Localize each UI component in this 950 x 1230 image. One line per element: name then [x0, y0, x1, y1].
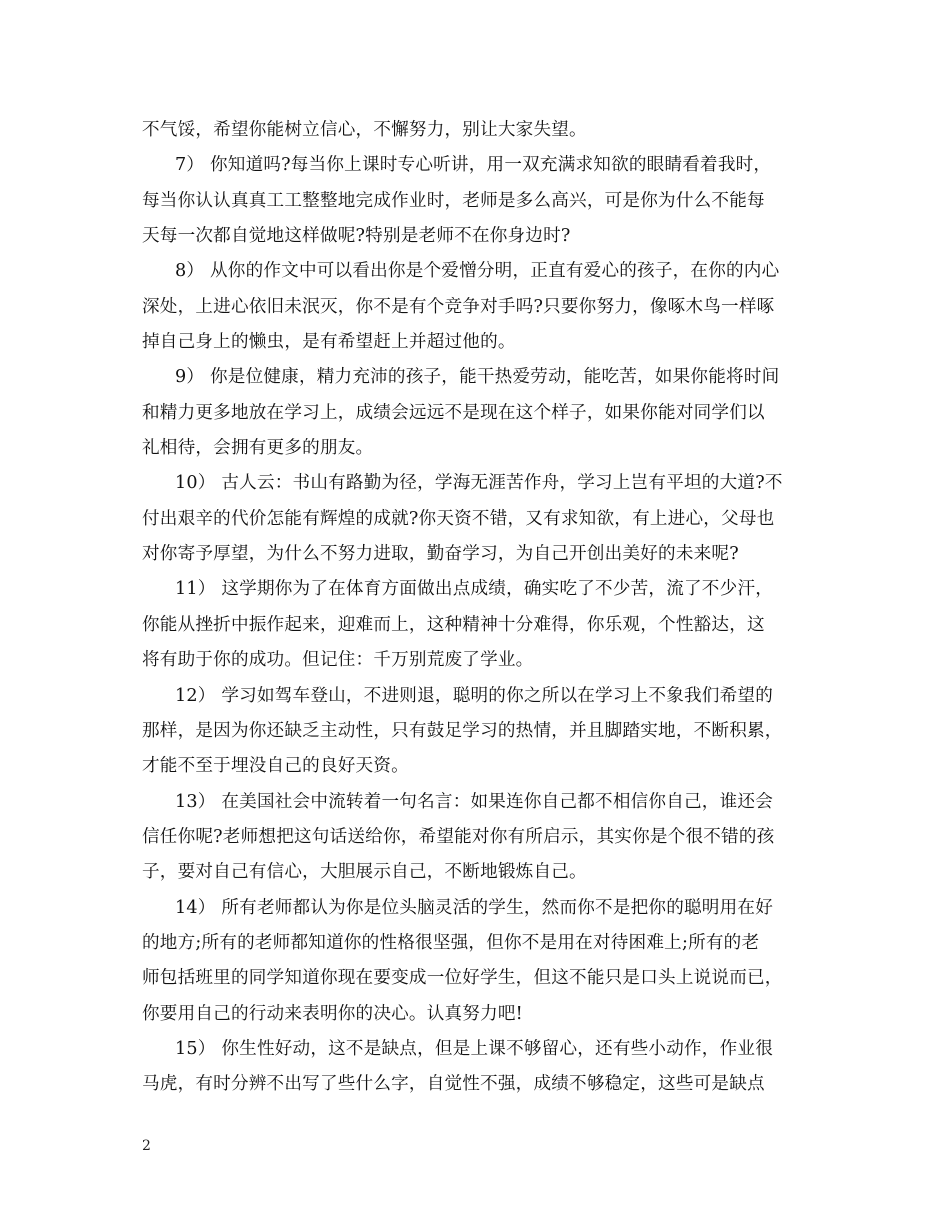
text-line: 子，要对自己有信心，大胆展示自己，不断地锻炼自己。 [142, 862, 587, 883]
text-line: 深处，上进心依旧未泯灭，你不是有个竞争对手吗?只要你努力，像啄木鸟一样啄 [142, 296, 775, 317]
text-line: 你能从挫折中振作起来，迎难而上，这种精神十分难得，你乐观，个性豁达，这 [142, 614, 765, 635]
page-number: 2 [142, 1138, 151, 1154]
text-line: 对你寄予厚望，为什么不努力进取，勤奋学习，为自己开创出美好的未来呢? [142, 544, 739, 565]
text-line: 那样，是因为你还缺乏主动性，只有鼓足学习的热情，并且脚踏实地，不断积累， [142, 720, 783, 741]
text-line: 和精力更多地放在学习上，成绩会远远不是现在这个样子，如果你能对同学们以 [142, 402, 765, 423]
text-line: 掉自己身上的懒虫，是有希望赶上并超过他的。 [142, 332, 516, 353]
text-line: 付出艰辛的代价怎能有辉煌的成就?你天资不错，又有求知欲，有上进心，父母也 [142, 508, 775, 529]
text-line: 你要用自己的行动来表明你的决心。认真努力吧! [142, 1003, 523, 1024]
text-line: 8） 从你的作文中可以看出你是个爱憎分明，正直有爱心的孩子，在你的内心 [175, 261, 780, 282]
text-line: 的地方;所有的老师都知道你的性格很坚强，但你不是用在对待困难上;所有的老 [142, 932, 760, 953]
text-line: 礼相待，会拥有更多的朋友。 [142, 438, 374, 459]
text-line: 9） 你是位健康，精力充沛的孩子，能干热爱劳动，能吃苦，如果你能将时间 [175, 367, 780, 388]
text-line: 7） 你知道吗?每当你上课时专心听讲，用一双充满求知欲的眼睛看着我时， [175, 155, 772, 176]
text-line: 11） 这学期你为了在体育方面做出点成绩，确实吃了不少苦，流了不少汗， [175, 579, 773, 600]
text-line: 不气馁，希望你能树立信心，不懈努力，别让大家失望。 [142, 120, 587, 140]
text-line: 师包括班里的同学知道你现在要变成一位好学生，但这不能只是口头上说说而已， [142, 968, 783, 989]
text-line: 将有助于你的成功。但记住：千万别荒废了学业。 [142, 650, 534, 671]
text-line: 14） 所有老师都认为你是位头脑灵活的学生，然而你不是把你的聪明用在好 [175, 897, 773, 918]
text-line: 马虎，有时分辨不出写了些什么字，自觉性不强，成绩不够稳定，这些可是缺点 [142, 1074, 765, 1095]
text-line: 13） 在美国社会中流转着一句名言：如果连你自己都不相信你自己，谁还会 [175, 791, 773, 812]
text-line: 信任你呢?老师想把这句话送给你，希望能对你有所启示，其实你是个很不错的孩 [142, 826, 775, 847]
text-line: 10） 古人云：书山有路勤为径，学海无涯苦作舟，学习上岂有平坦的大道?不 [175, 473, 783, 494]
text-line: 15） 你生性好动，这不是缺点，但是上课不够留心，还有些小动作，作业很 [175, 1038, 773, 1059]
text-line: 每当你认认真真工工整整地完成作业时，老师是多么高兴，可是你为什么不能每 [142, 190, 765, 211]
document-body [142, 113, 812, 1103]
text-line: 天每一次都自觉地这样做呢?特别是老师不在你身边时? [142, 226, 571, 247]
text-line: 才能不至于埋没自己的良好天资。 [142, 756, 409, 777]
text-line: 12） 学习如驾车登山，不进则退，聪明的你之所以在学习上不象我们希望的 [175, 685, 773, 706]
